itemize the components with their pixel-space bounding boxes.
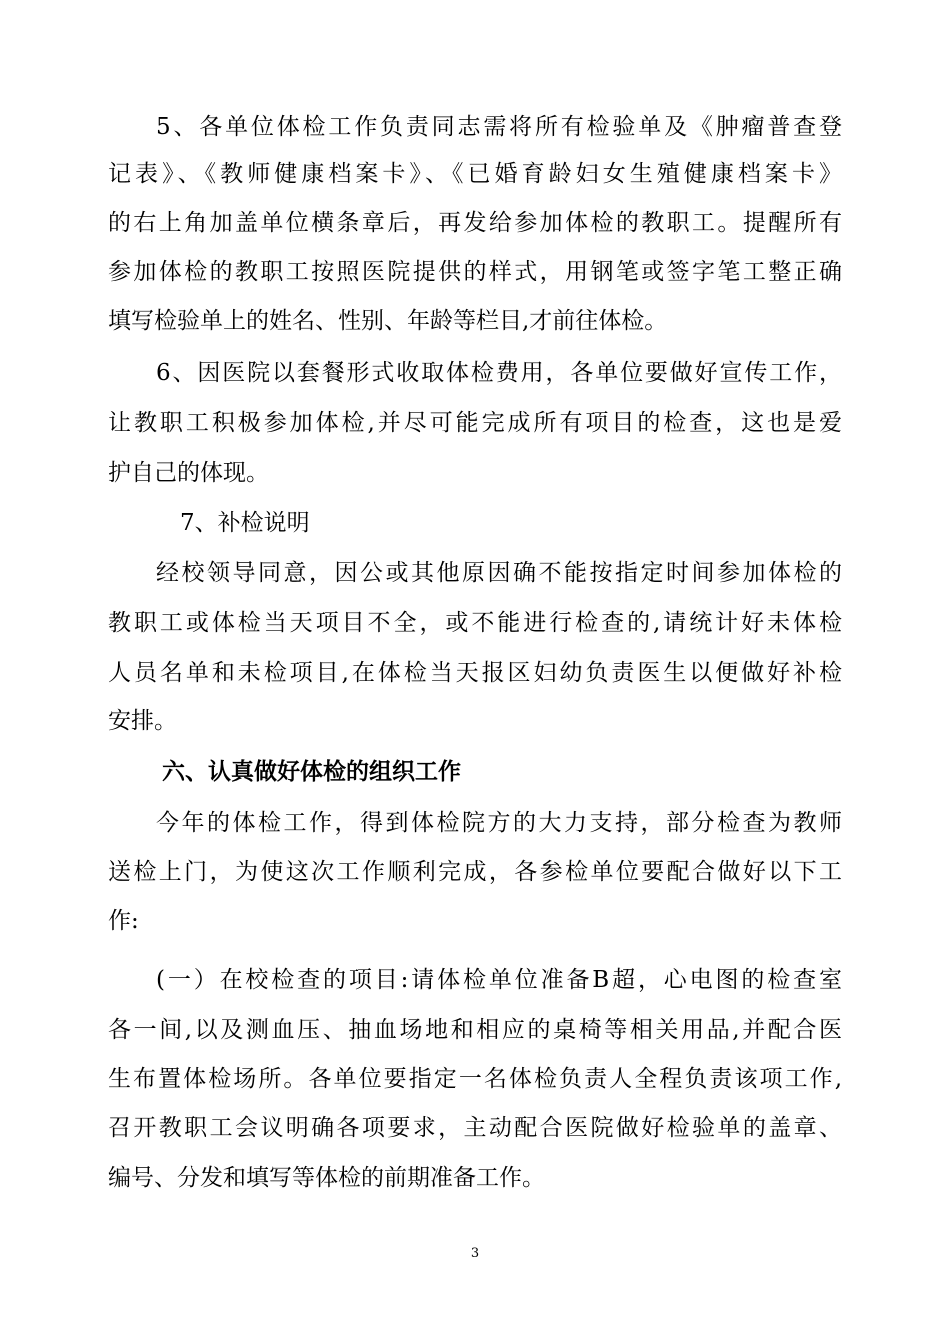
paragraph-line: 各一间,以及测血压、抽血场地和相应的桌椅等相关用品,并配合医 bbox=[108, 1017, 842, 1043]
paragraph-line: 生布置体检场所。各单位要指定一名体检负责人全程负责该项工作, bbox=[108, 1066, 842, 1092]
paragraph-line: 6、因医院以套餐形式收取体检费用，各单位要做好宣传工作， bbox=[156, 360, 842, 386]
item-title: 7、补检说明 bbox=[180, 510, 310, 536]
paragraph-line: 教职工或体检当天项目不全，或不能进行检查的,请统计好未体检 bbox=[108, 610, 842, 636]
paragraph-line: 让教职工积极参加体检,并尽可能完成所有项目的检查，这也是爱 bbox=[108, 410, 842, 436]
paragraph-line: 护自己的体现。 bbox=[108, 460, 269, 486]
paragraph-line: 记表》、《教师健康档案卡》、《已婚育龄妇女生殖健康档案卡》 bbox=[108, 161, 842, 187]
paragraph-line: 人员名单和未检项目,在体检当天报区妇幼负责医生以便做好补检 bbox=[108, 660, 842, 686]
paragraph-line: 5、各单位体检工作负责同志需将所有检验单及《肿瘤普查登 bbox=[156, 114, 842, 140]
paragraph-line: (一）在校检查的项目:请体检单位准备B超，心电图的检查室 bbox=[156, 967, 842, 993]
paragraph-line: 安排。 bbox=[108, 708, 177, 734]
paragraph-line: 参加体检的教职工按照医院提供的样式，用钢笔或签字笔工整正确 bbox=[108, 259, 842, 285]
section-heading: 六、认真做好体检的组织工作 bbox=[162, 758, 461, 785]
paragraph-line: 的右上角加盖单位横条章后，再发给参加体检的教职工。提醒所有 bbox=[108, 210, 842, 236]
page-number: 3 bbox=[470, 1246, 480, 1261]
paragraph-line: 编号、分发和填写等体检的前期准备工作。 bbox=[108, 1165, 545, 1191]
paragraph-line: 经校领导同意，因公或其他原因确不能按指定时间参加体检的 bbox=[156, 560, 842, 586]
paragraph-line: 召开教职工会议明确各项要求，主动配合医院做好检验单的盖章、 bbox=[108, 1115, 842, 1141]
paragraph-line: 今年的体检工作，得到体检院方的大力支持，部分检查为教师 bbox=[156, 810, 842, 836]
paragraph-line: 送检上门，为使这次工作顺利完成，各参检单位要配合做好以下工 bbox=[108, 859, 842, 885]
paragraph-line: 作: bbox=[108, 908, 139, 934]
paragraph-line: 填写检验单上的姓名、性别、年龄等栏目,才前往体检。 bbox=[108, 308, 668, 334]
